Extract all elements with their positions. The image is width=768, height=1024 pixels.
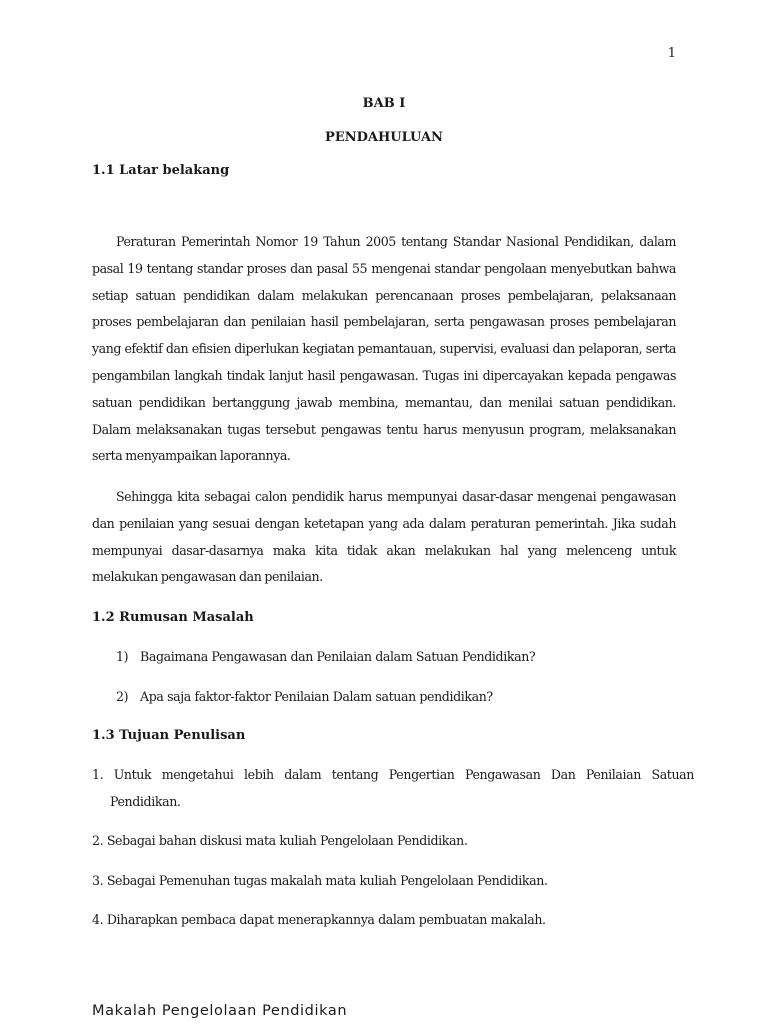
list-item: 1. Untuk mengetahui lebih dalam tentang Pengertian Pengawasan Dan Penilaian Satuan Pendidikan.	[92, 767, 694, 809]
section-heading-tujuan-penulisan: 1.3 Tujuan Penulisan	[92, 728, 246, 743]
paragraph-latar-belakang-1: Peraturan Pemerintah Nomor 19 Tahun 2005 tentang Standar Nasional Pendidikan, dalam pasal 19 tentang standar proses dan pasal 55 mengenai standar pengolaan menyebutkan bahwa setiap satuan pendidikan dalam melakukan perencanaan proses pembelajaran, pelaksanaan proses pembelajaran dan penilaian hasil pembelajaran, serta pengawasan proses pembelajaran yang efektif dan efisien diperlukan kegiatan pemantauan, supervisi, evaluasi dan pelaporan, serta pengambilan langkah tindak lanjut hasil pengawasan. Tugas ini dipercayakan kepada pengawas satuan pendidikan bertanggung jawab membina, memantau, dan menilai satuan pendidikan. Dalam melaksanakan tugas tersebut pengawas tentu harus menyusun program, melaksanakan serta menyampaikan laporannya.	[92, 234, 676, 464]
list-item-number: 1)	[116, 649, 129, 664]
list-item-text: Bagaimana Pengawasan dan Penilaian dalam Satuan Pendidikan?	[140, 649, 536, 664]
section-heading-rumusan-masalah: 1.2 Rumusan Masalah	[92, 610, 254, 625]
list-item-text: Apa saja faktor-faktor Penilaian Dalam satuan pendidikan?	[140, 689, 493, 704]
section-heading-latar-belakang: 1.1 Latar belakang	[92, 163, 230, 178]
list-item	[116, 689, 493, 704]
list-item	[116, 649, 535, 664]
page-number: 1	[667, 46, 676, 61]
list-item-number: 2)	[116, 689, 129, 704]
list-item: 4. Diharapkan pembaca dapat menerapkannya dalam pembuatan makalah.	[92, 912, 546, 927]
list-item: 2. Sebagai bahan diskusi mata kuliah Pengelolaan Pendidikan.	[92, 833, 468, 848]
paragraph-latar-belakang-2: Sehingga kita sebagai calon pendidik harus mempunyai dasar-dasar mengenai pengawasan dan penilaian yang sesuai dengan ketetapan yang ada dalam peraturan pemerintah. Jika sudah mempunyai dasar-dasarnya maka kita tidak akan melakukan hal yang melenceng untuk melakukan pengawasan dan penilaian.	[92, 489, 676, 585]
page-footer: Makalah Pengelolaan Pendidikan	[92, 1003, 348, 1019]
list-item: 3. Sebagai Pemenuhan tugas makalah mata kuliah Pengelolaan Pendidikan.	[92, 873, 548, 888]
chapter-title: PENDAHULUAN	[325, 130, 443, 145]
chapter-label: BAB I	[362, 96, 406, 111]
